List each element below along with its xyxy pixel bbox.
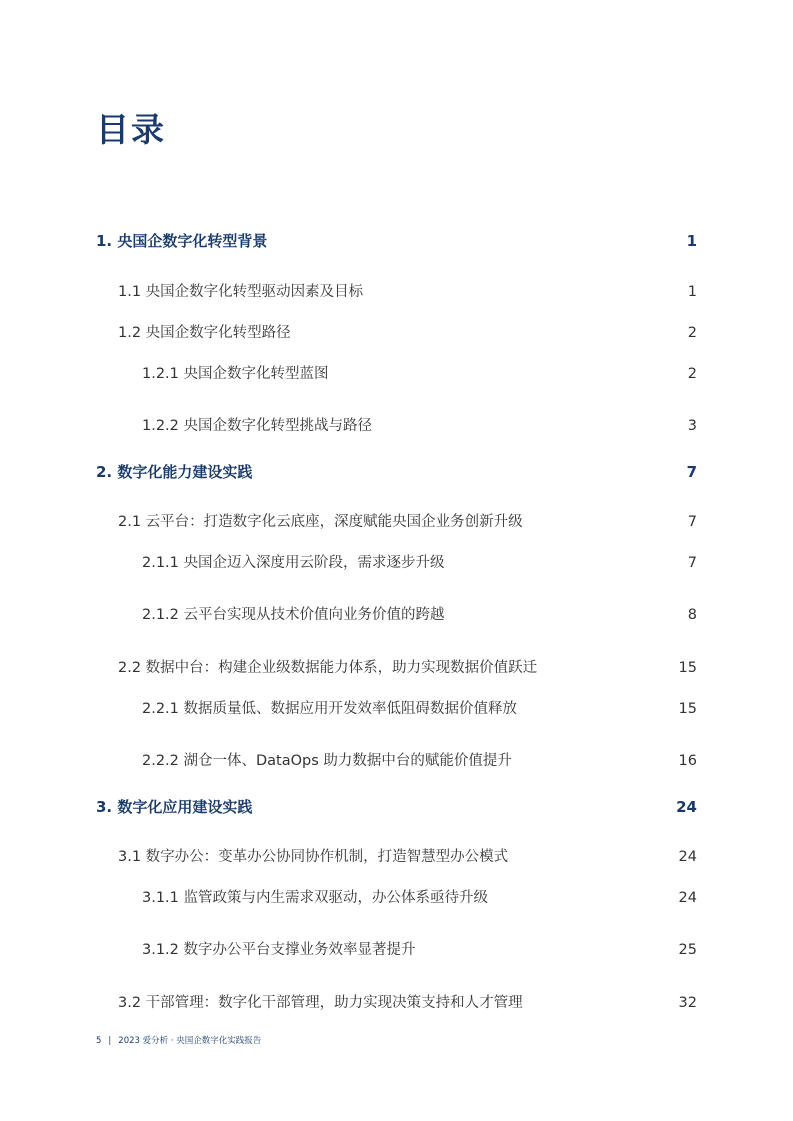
toc-entry-page: 7 <box>687 514 697 530</box>
toc-entry-2-2-1[interactable] <box>142 697 697 721</box>
toc-entry-label: 1.2.1 央国企数字化转型蓝图 <box>142 366 329 382</box>
toc-entry-label: 2.1 云平台：打造数字化云底座，深度赋能央国企业务创新升级 <box>118 514 523 530</box>
toc-entry-page: 1 <box>686 232 697 250</box>
toc-entry-1-2-1[interactable] <box>142 362 697 386</box>
toc-entry-label: 2.1.1 央国企迈入深度用云阶段，需求逐步升级 <box>142 555 445 571</box>
toc-entry-label: 1. 央国企数字化转型背景 <box>96 232 268 250</box>
toc-entry-page: 25 <box>678 942 697 958</box>
toc-entry-label: 2. 数字化能力建设实践 <box>96 463 253 481</box>
toc-entry-label: 3.1.2 数字办公平台支撑业务效率显著提升 <box>142 942 416 958</box>
toc-entry-page: 15 <box>678 660 697 676</box>
toc-entry-3-1[interactable] <box>118 845 697 869</box>
footer-page-number: 5 <box>96 1036 102 1046</box>
toc-entry-1[interactable] <box>96 229 697 253</box>
toc-entry-label: 2.1.2 云平台实现从技术价值向业务价值的跨越 <box>142 607 445 623</box>
toc-entry-page: 8 <box>687 607 697 623</box>
toc-entry-1-2[interactable] <box>118 321 697 345</box>
toc-entry-page: 1 <box>687 284 697 300</box>
toc-entry-1-2-2[interactable] <box>142 414 697 438</box>
toc-entry-2-1[interactable] <box>118 510 697 534</box>
toc-entry-3-2[interactable] <box>118 991 697 1015</box>
toc-entry-3-1-1[interactable] <box>142 886 697 910</box>
toc-entry-page: 3 <box>687 418 697 434</box>
toc-entry-2-1-2[interactable] <box>142 603 697 627</box>
toc-entry-label: 1.1 央国企数字化转型驱动因素及目标 <box>118 284 364 300</box>
toc-entry-page: 16 <box>678 753 697 769</box>
toc-entry-label: 3.1 数字办公：变革办公协同协作机制，打造智慧型办公模式 <box>118 849 509 865</box>
page-title: 目录 <box>96 110 166 149</box>
page-footer <box>96 1034 261 1046</box>
toc-entry-label: 2.2 数据中台：构建企业级数据能力体系，助力实现数据价值跃迁 <box>118 660 538 676</box>
toc-entry-page: 15 <box>678 701 697 717</box>
toc-entry-page: 7 <box>686 463 697 481</box>
toc-entry-page: 2 <box>687 325 697 341</box>
toc-entry-label: 3.2 干部管理：数字化干部管理，助力实现决策支持和人才管理 <box>118 995 523 1011</box>
toc-entry-label: 3. 数字化应用建设实践 <box>96 798 253 816</box>
toc-entry-2-2[interactable] <box>118 656 697 680</box>
toc-entry-2-2-2[interactable] <box>142 749 697 773</box>
toc-entry-page: 24 <box>676 798 697 816</box>
toc-entry-page: 32 <box>678 995 697 1011</box>
toc-entry-2-1-1[interactable] <box>142 551 697 575</box>
toc-entry-label: 3.1.1 监管政策与内生需求双驱动，办公体系亟待升级 <box>142 890 489 906</box>
toc-entry-page: 24 <box>678 849 697 865</box>
footer-separator: | <box>108 1036 112 1046</box>
toc-entry-3-1-2[interactable] <box>142 938 697 962</box>
toc-entry-page: 7 <box>687 555 697 571</box>
toc-entry-3[interactable] <box>96 795 697 819</box>
toc-entry-label: 2.2.2 湖仓一体、DataOps 助力数据中台的赋能价值提升 <box>142 753 512 769</box>
toc-entry-label: 2.2.1 数据质量低、数据应用开发效率低阻碍数据价值释放 <box>142 701 518 717</box>
toc-entry-page: 24 <box>678 890 697 906</box>
toc-entry-page: 2 <box>687 366 697 382</box>
toc-entry-1-1[interactable] <box>118 280 697 304</box>
footer-report-title: 2023 爱分析 · 央国企数字化实践报告 <box>118 1036 262 1046</box>
toc-entry-label: 1.2 央国企数字化转型路径 <box>118 325 291 341</box>
toc-entry-label: 1.2.2 央国企数字化转型挑战与路径 <box>142 418 373 434</box>
toc-entry-2[interactable] <box>96 460 697 484</box>
